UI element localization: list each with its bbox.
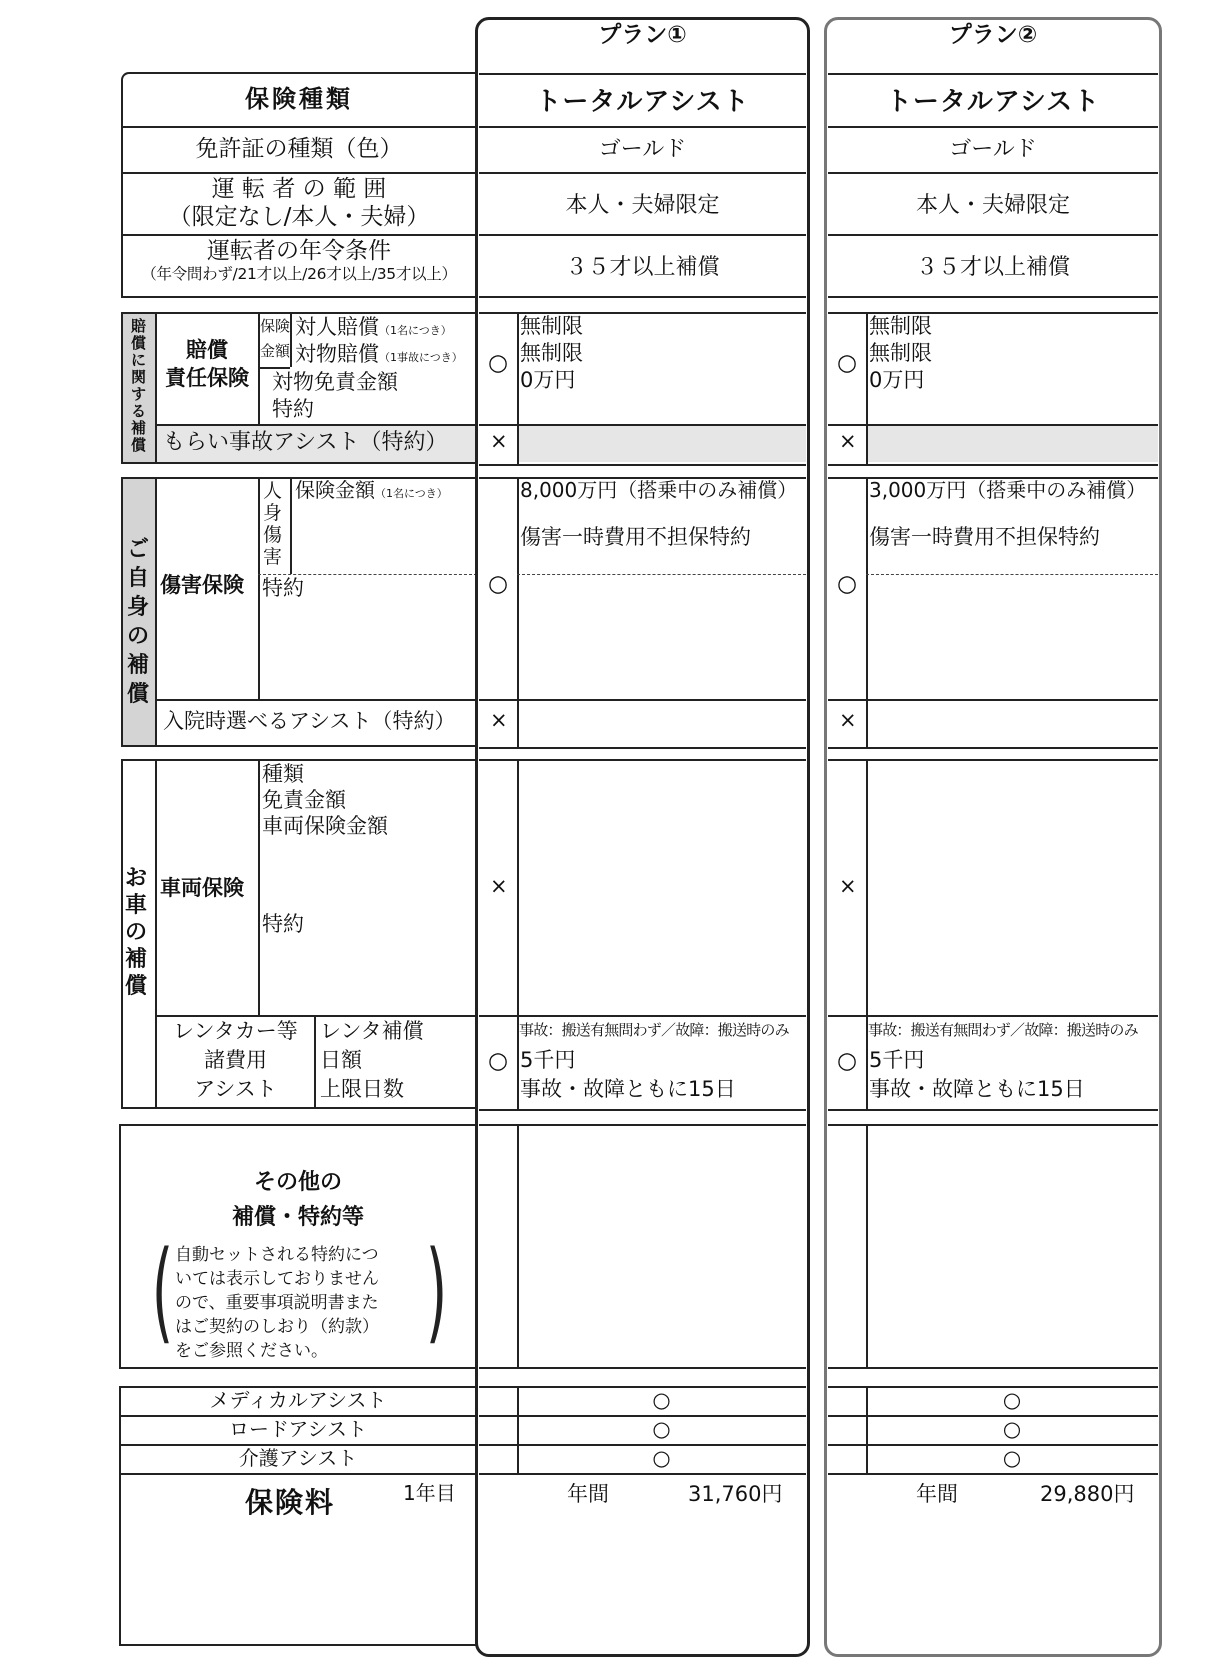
vehicle-amount-label: 車両保険金額 [262, 814, 388, 838]
rental-daily: 5千円 [869, 1048, 925, 1072]
liability-insurance-label: 賠償 [186, 338, 228, 362]
care-assist-label: 介護アシスト [238, 1446, 358, 1470]
rental-mark: ○ [837, 1048, 858, 1074]
premium-label: 年間 [567, 1482, 609, 1506]
self-section-title: ご自身の補償 [127, 537, 150, 707]
rental-days-label: 上限日数 [320, 1077, 404, 1101]
plan-morai-bg [519, 426, 806, 462]
insured-amount-label-2: 金額 [260, 342, 291, 360]
care-mark: ○ [652, 1446, 671, 1470]
injury-amount-label: 保険金額（1名につき） [295, 478, 448, 502]
rental-comp-label: レンタ補償 [320, 1019, 424, 1043]
injury-mark: ○ [488, 571, 509, 597]
plan-license: ゴールド [949, 137, 1037, 162]
vehicle-deductible-label: 免責金額 [262, 788, 346, 812]
plan-driver-range: 本人・夫婦限定 [565, 193, 720, 218]
plan-type-name: トータルアシスト [535, 87, 750, 117]
liability-rider-label: 特約 [272, 397, 314, 421]
liability-mark: ○ [488, 350, 509, 376]
liability-insurance-label-2: 責任保険 [165, 366, 249, 390]
road-assist-label: ロードアシスト [229, 1417, 367, 1441]
hospital-assist-label: 入院時選べるアシスト（特約） [163, 709, 456, 733]
premium-amount: 29,880円 [1040, 1482, 1135, 1506]
road-mark: ○ [1002, 1417, 1022, 1441]
injury-rider-label: 特約 [262, 576, 304, 600]
note-line-2: いては表示しておりません [175, 1269, 379, 1289]
vehicle-mark: × [839, 874, 857, 898]
person-liability-label: 対人賠償（1名につき） [295, 315, 452, 339]
vehicle-rider-label: 特約 [262, 912, 304, 936]
plan-license: ゴールド [598, 137, 687, 162]
rental-condition: 事故：搬送有無問わず／故障：搬送時のみ [868, 1021, 1138, 1039]
injury-amount: 3,000万円（搭乗中のみ補償） [869, 478, 1147, 502]
age-condition-options: （年令問わず/21才以上/26才以上/35才以上） [141, 265, 457, 283]
liability-deductible: 0万円 [520, 368, 576, 392]
rental-condition: 事故：搬送有無問わず／故障：搬送時のみ [519, 1021, 789, 1039]
vehicle-insurance-label: 車両保険 [160, 876, 244, 900]
property-liability-label: 対物賠償（1事故につき） [295, 342, 463, 366]
road-mark: ○ [652, 1417, 671, 1441]
license-type-label: 免許証の種類（色） [195, 136, 403, 162]
first-year-label: 1年目 [403, 1481, 456, 1505]
self-coverage-section [121, 477, 477, 747]
paren-left: ( [151, 1227, 174, 1355]
care-mark: ○ [1002, 1446, 1022, 1470]
medical-assist-label: メディカルアシスト [209, 1388, 387, 1412]
plan-age: ３５才以上補償 [915, 255, 1070, 280]
plan-type-name: トータルアシスト [885, 87, 1101, 117]
rental-mark: ○ [488, 1048, 509, 1074]
property-deductible-label: 対物免責金額 [272, 370, 398, 394]
insured-amount-label: 保険 [260, 317, 291, 335]
plan-header: プラン② [948, 22, 1038, 48]
age-condition-label: 運転者の年令条件 [207, 238, 391, 264]
injury-rider: 傷害一時費用不担保特約 [869, 525, 1100, 549]
premium-label: 保険料 [245, 1486, 336, 1519]
rental-label-1: レンタカー等 [173, 1019, 298, 1043]
note-line-1: 自動セットされる特約につ [175, 1245, 379, 1265]
note-line-3: ので、重要事項説明書また [175, 1293, 379, 1313]
injury-personal-label: 人身傷害 [263, 480, 283, 568]
injury-amount: 8,000万円（搭乗中のみ補償） [520, 478, 798, 502]
driver-range-label: 運 転 者 の 範 囲 [211, 176, 387, 202]
injury-mark: ○ [837, 571, 858, 597]
note-line-5: をご参照ください。 [175, 1341, 328, 1361]
vehicle-kind-label: 種類 [262, 762, 304, 786]
driver-range-options: （限定なし/本人・夫婦） [168, 204, 430, 230]
liability-property: 無制限 [520, 341, 583, 365]
insurance-type-label: 保険種類 [245, 85, 353, 113]
paren-right: ) [425, 1227, 448, 1355]
car-section-title: お車の補償 [125, 866, 148, 999]
morai-mark: × [490, 429, 508, 453]
liability-person: 無制限 [520, 314, 583, 338]
liability-property: 無制限 [869, 341, 932, 365]
other-title-2: 補償・特約等 [231, 1205, 364, 1230]
liability-mark: ○ [837, 350, 858, 376]
medical-mark: ○ [1002, 1388, 1022, 1412]
note-line-4: はご契約のしおり（約款） [175, 1317, 379, 1337]
rental-daily-label: 日額 [320, 1048, 362, 1072]
hospital-mark: × [839, 708, 857, 732]
rental-label-3: アシスト [194, 1077, 277, 1101]
rental-daily: 5千円 [520, 1048, 576, 1072]
premium-amount: 31,760円 [688, 1482, 783, 1506]
vehicle-mark: × [490, 874, 508, 898]
medical-mark: ○ [652, 1388, 671, 1412]
liability-section-title: 賠償に関する補償 [131, 317, 147, 454]
liability-deductible: 0万円 [869, 368, 925, 392]
rental-days: 事故・故障ともに15日 [869, 1077, 1085, 1101]
rental-days: 事故・故障ともに15日 [520, 1077, 736, 1101]
injury-insurance-label: 傷害保険 [160, 573, 244, 597]
morai-assist-label: もらい事故アシスト（特約） [163, 430, 448, 455]
other-title-1: その他の [253, 1170, 342, 1195]
premium-label: 年間 [916, 1482, 958, 1506]
liability-person: 無制限 [869, 314, 932, 338]
plan-age: ３５才以上補償 [565, 255, 720, 280]
plan-morai-bg [868, 426, 1158, 462]
hospital-mark: × [490, 708, 508, 732]
rental-label-2: 諸費用 [204, 1048, 267, 1072]
plan-header: プラン① [598, 22, 687, 48]
morai-mark: × [839, 429, 857, 453]
plan-driver-range: 本人・夫婦限定 [915, 193, 1070, 218]
injury-rider: 傷害一時費用不担保特約 [520, 525, 751, 549]
